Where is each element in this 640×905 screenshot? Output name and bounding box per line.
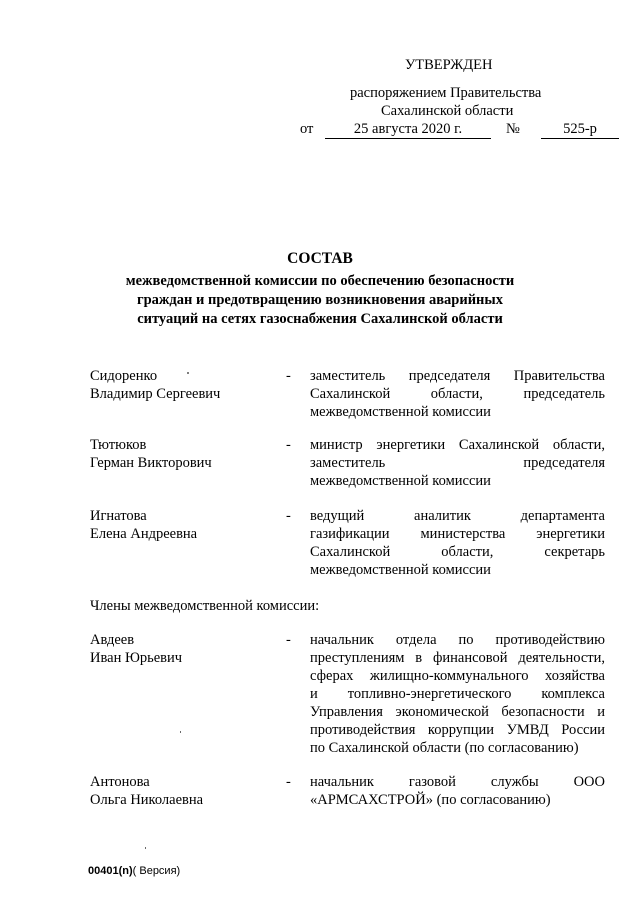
approval-title: УТВЕРЖДЕН: [405, 57, 493, 73]
member-surname: Антонова: [90, 774, 150, 790]
member-role: [310, 436, 605, 490]
role-line: Сахалинской области, секретарь: [310, 544, 605, 560]
document-title: СОСТАВ: [287, 250, 353, 267]
separator-dash: -: [286, 508, 291, 524]
member-given-name: Герман Викторович: [90, 455, 212, 471]
member-surname: Авдеев: [90, 632, 135, 648]
from-label: от: [300, 121, 314, 137]
role-line: межведомственной комиссии: [310, 562, 491, 578]
member-given-name: Елена Андреевна: [90, 526, 198, 542]
role-line: «АРМСАХСТРОЙ» (по согласованию): [310, 792, 551, 808]
role-line: межведомственной комиссии: [310, 473, 491, 489]
subtitle-line: ситуаций на сетях газоснабжения Сахалинской области: [137, 311, 503, 327]
role-line: Управления экономической безопасности и: [310, 704, 605, 720]
member-role: [310, 773, 605, 809]
member-name: [90, 773, 280, 809]
scan-speck: [145, 847, 146, 849]
approval-line-1: распоряжением Правительства: [350, 85, 542, 101]
approval-line-2: Сахалинской области: [381, 103, 514, 119]
role-line: и топливно-энергетического комплекса: [310, 686, 605, 702]
member-surname: Тютюков: [90, 437, 147, 453]
role-line: газификации министерства энергетики: [310, 526, 605, 542]
subtitle-line: межведомственной комиссии по обеспечению безопасности: [125, 273, 515, 289]
member-role: [310, 631, 605, 757]
member-role: [310, 367, 605, 421]
role-line: начальник газовой службы ООО: [310, 774, 605, 790]
separator-dash: -: [286, 437, 291, 453]
document-code: 00401(n): [88, 865, 133, 877]
role-line: сферах жилищно-коммунального хозяйства: [310, 668, 605, 684]
separator-dash: -: [286, 368, 291, 384]
member-name: [90, 436, 280, 472]
scan-speck: [180, 731, 181, 733]
approval-number: 525-р: [541, 120, 619, 139]
member-surname: Игнатова: [90, 508, 147, 524]
role-line: министр энергетики Сахалинской области,: [310, 437, 605, 453]
role-line: противодействия коррупции УМВД России: [310, 722, 605, 738]
members-section-label: Члены межведомственной комиссии:: [90, 598, 320, 614]
member-surname: Сидоренко: [90, 368, 158, 384]
document-version: ( Версия): [132, 865, 181, 877]
document-footer: [88, 862, 180, 880]
role-line: Сахалинской области, председатель: [310, 386, 605, 402]
role-line: преступлениям в финансовой деятельности,: [310, 650, 605, 666]
member-role: [310, 507, 605, 579]
member-name: [90, 367, 280, 403]
role-line: заместитель председателя: [310, 455, 605, 471]
separator-dash: -: [286, 632, 291, 648]
number-label: №: [506, 121, 520, 137]
approval-date-row: [300, 120, 610, 140]
document-heading: [0, 250, 640, 329]
member-name: [90, 631, 280, 667]
member-given-name: Ольга Николаевна: [90, 792, 204, 808]
member-given-name: Иван Юрьевич: [90, 650, 183, 666]
role-line: ведущий аналитик департамента: [310, 508, 605, 524]
scan-speck: [187, 372, 189, 374]
role-line: начальник отдела по противодействию: [310, 632, 605, 648]
separator-dash: -: [286, 774, 291, 790]
role-line: межведомственной комиссии: [310, 404, 491, 420]
member-name: [90, 507, 280, 543]
member-given-name: Владимир Сергеевич: [90, 386, 221, 402]
subtitle-line: граждан и предотвращению возникновения аварийных: [137, 292, 503, 308]
role-line: по Сахалинской области (по согласованию): [310, 740, 579, 756]
role-line: заместитель председателя Правительства: [310, 368, 605, 384]
approval-date: 25 августа 2020 г.: [325, 120, 491, 139]
